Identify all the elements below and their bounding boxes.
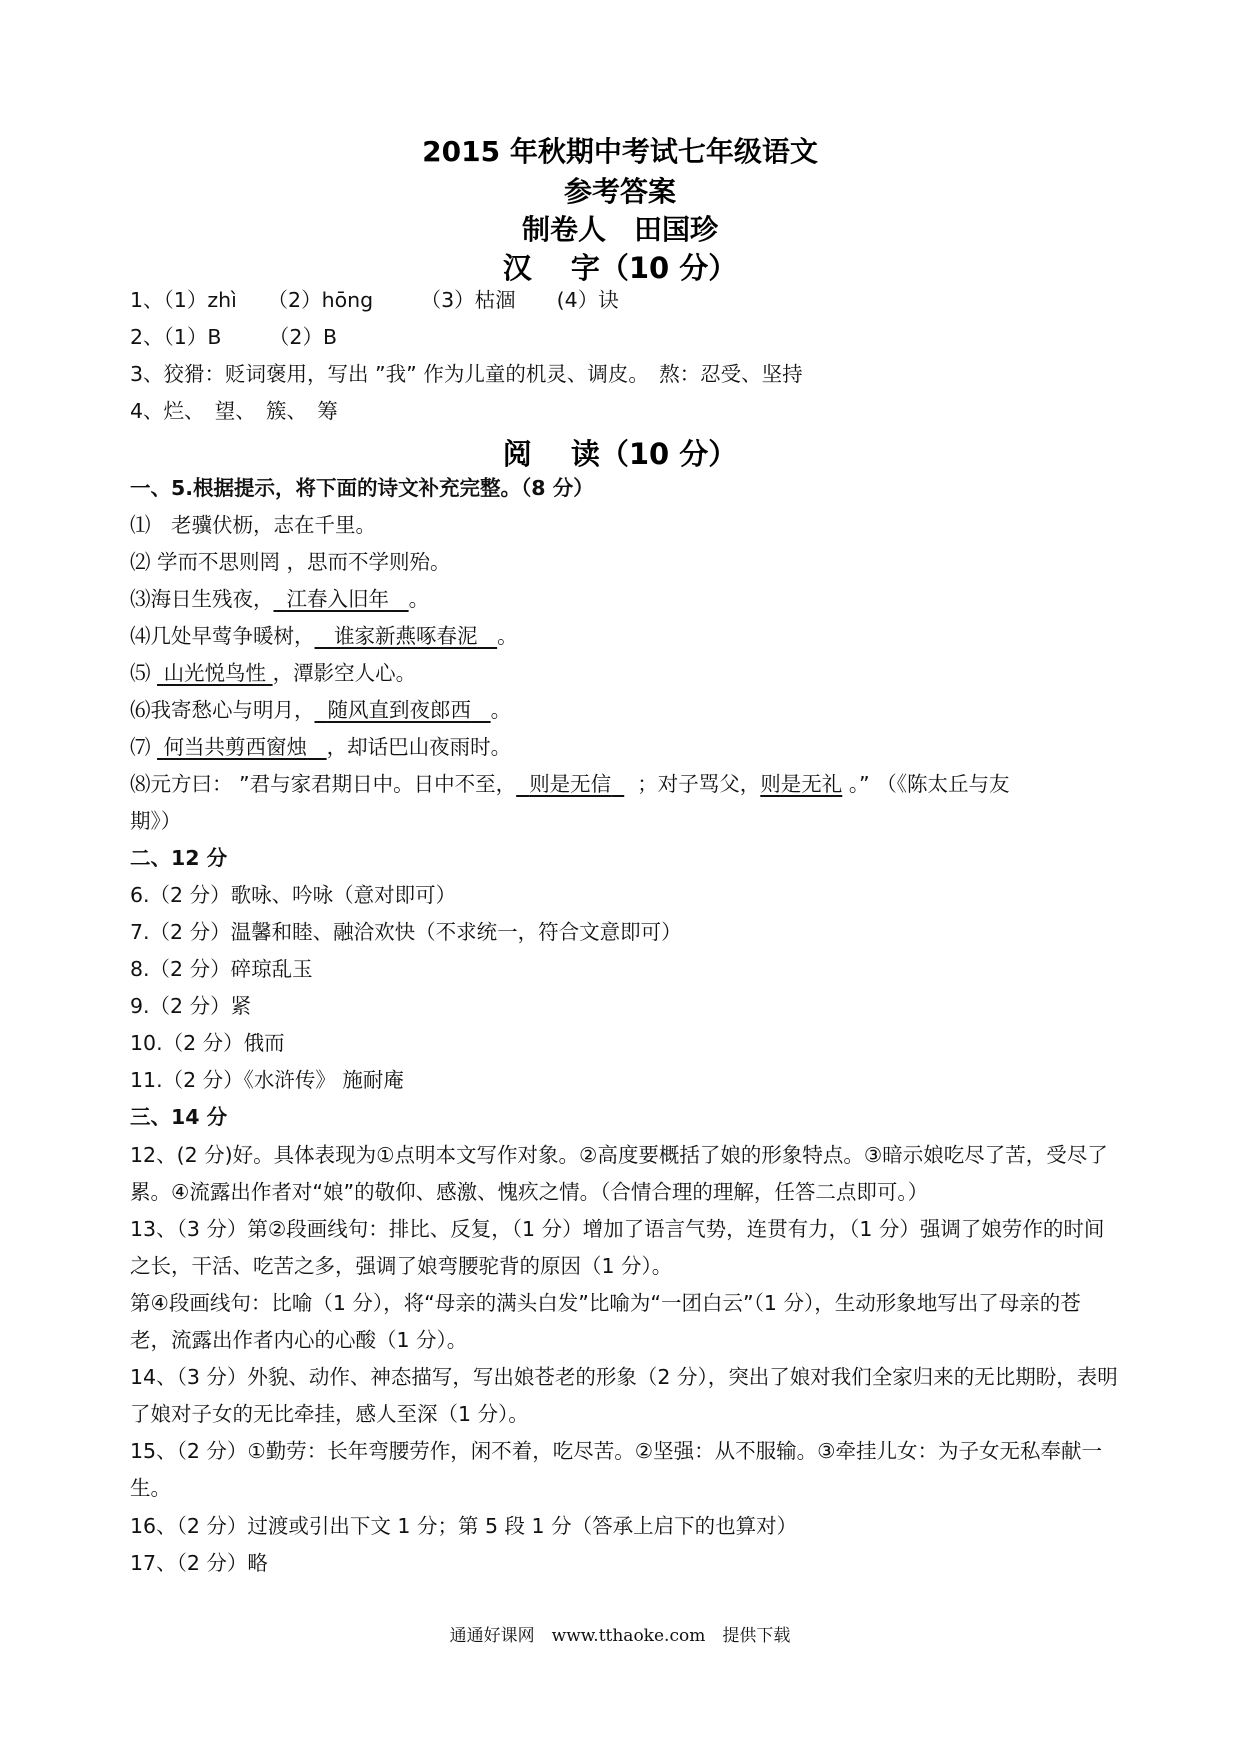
answer-line: 3、狡猾：贬词褒用，写出 ”我” 作为儿童的机灵、调皮。 熬：忍受、坚持 bbox=[130, 362, 803, 386]
answer-paragraph: 12、(2 分)好。具体表现为①点明本文写作对象。②高度要概括了娘的形象特点。③暗示娘吃尽了苦，受尽了累。④流露出作者对“娘”的敬仰、感激、愧疚之情。（合情合理的理解，任答二点即可。） bbox=[130, 1143, 1108, 1204]
document-author: 制卷人 田国珍 bbox=[521, 213, 718, 246]
page-footer: 通通好课网 www.tthaoke.com 提供下载 bbox=[449, 1626, 791, 1646]
poem-text: ，潭影空人心。 bbox=[272, 661, 417, 685]
answer-paragraph: 第④段画线句：比喻（1 分），将“母亲的满头白发”比喻为“一团白云”（1 分），生动形象地写出了母亲的苍老，流露出作者内心的心酸（1 分）。 bbox=[130, 1291, 1081, 1352]
poem-answer: 谁家新燕啄春泥 bbox=[334, 624, 478, 648]
poem-text: ⑻元方曰： ”君与家君期日中。日中不至， bbox=[130, 772, 517, 796]
poem-text: ⑴ 老骥伏枥，志在千里。 bbox=[130, 513, 376, 537]
poem-item bbox=[130, 549, 1130, 575]
poem-item-continuation: 期》） bbox=[130, 809, 182, 833]
document-subtitle: 参考答案 bbox=[563, 175, 676, 208]
part3-heading: 三、14 分 bbox=[130, 1105, 228, 1129]
poem-text: ；对子骂父， bbox=[637, 772, 761, 796]
answer-line: 6.（2 分）歌咏、吟咏（意对即可） bbox=[130, 883, 457, 907]
poem-text: ⑵ 学而不思则罔 ，思而不学则殆。 bbox=[130, 550, 451, 574]
answer-line: 16、（2 分）过渡或引出下文 1 分；第 5 段 1 分（答承上启下的也算对） bbox=[130, 1514, 798, 1538]
poem-text: ⑹我寄愁心与明月， bbox=[130, 698, 315, 722]
poem-item bbox=[130, 623, 1130, 649]
poem-text: ⑷几处早莺争暖树， bbox=[130, 624, 315, 648]
section-heading-hanzi: 汉 字（10 分） bbox=[502, 251, 738, 285]
poem-item bbox=[130, 771, 1130, 797]
answer-line: 2、（1）B （2）B bbox=[130, 325, 338, 349]
poem-text: 。” （《陈太丘与友 bbox=[848, 772, 1010, 796]
poem-text: ⑸ bbox=[130, 661, 158, 685]
answer-paragraph: 15、（2 分）①勤劳：长年弯腰劳作，闲不着，吃尽苦。②坚强：从不服输。③牵挂儿女：为子女无私奉献一生。 bbox=[130, 1439, 1103, 1500]
poem-answer: 则是无信 bbox=[529, 772, 612, 796]
poem-item bbox=[130, 660, 1130, 686]
answer-line: 10.（2 分）俄而 bbox=[130, 1031, 285, 1055]
answer-paragraph: 13、（3 分）第②段画线句：排比、反复，（1 分）增加了语言气势，连贯有力，（1 分）强调了娘劳作的时间之长，干活、吃苦之多，强调了娘弯腰驼背的原因（1 分）。 bbox=[130, 1217, 1105, 1278]
poem-answer: 何当共剪西窗烛 bbox=[163, 735, 308, 759]
document-title: 2015 年秋期中考试七年级语文 bbox=[422, 135, 818, 168]
answer-line: 4、烂、 望、 簇、 筹 bbox=[130, 399, 338, 423]
poem-item bbox=[130, 586, 1130, 612]
poem-answer: 则是无礼 bbox=[760, 772, 843, 796]
poem-text: ⑶海日生残夜， bbox=[130, 587, 274, 611]
poem-text: 。 bbox=[408, 587, 430, 611]
answer-paragraph: 14、（3 分）外貌、动作、神态描写，写出娘苍老的形象（2 分），突出了娘对我们全家归来的无比期盼，表明了娘对子女的无比牵挂，感人至深（1 分）。 bbox=[130, 1365, 1118, 1426]
answer-line: 8.（2 分）碎琼乱玉 bbox=[130, 957, 313, 981]
poem-text: ，却话巴山夜雨时。 bbox=[326, 735, 512, 759]
part1-heading: 一、5.根据提示，将下面的诗文补充完整。（8 分） bbox=[130, 476, 594, 500]
poem-text: 。 bbox=[497, 624, 518, 648]
poem-item bbox=[130, 697, 1130, 723]
poem-answer: 山光悦鸟性 bbox=[163, 661, 267, 685]
answer-line: 11.（2 分）《水浒传》 施耐庵 bbox=[130, 1068, 404, 1092]
poem-text: ⑺ bbox=[130, 735, 158, 759]
poem-item bbox=[130, 734, 1130, 760]
answer-line: 1、（1）zhì （2）hōng （3）枯涸 (4）诀 bbox=[130, 288, 619, 312]
poem-text: 。 bbox=[490, 698, 512, 722]
answer-line: 7.（2 分）温馨和睦、融洽欢快（不求统一，符合文意即可） bbox=[130, 920, 682, 944]
answer-line: 17、（2 分）略 bbox=[130, 1551, 268, 1575]
section-heading-reading: 阅 读（10 分） bbox=[502, 437, 738, 471]
poem-answer: 江春入旧年 bbox=[286, 587, 390, 611]
poem-item bbox=[130, 512, 1130, 538]
answer-line: 9.（2 分）紧 bbox=[130, 994, 252, 1018]
poem-answer: 随风直到夜郎西 bbox=[327, 698, 472, 722]
part2-heading: 二、12 分 bbox=[130, 846, 228, 870]
